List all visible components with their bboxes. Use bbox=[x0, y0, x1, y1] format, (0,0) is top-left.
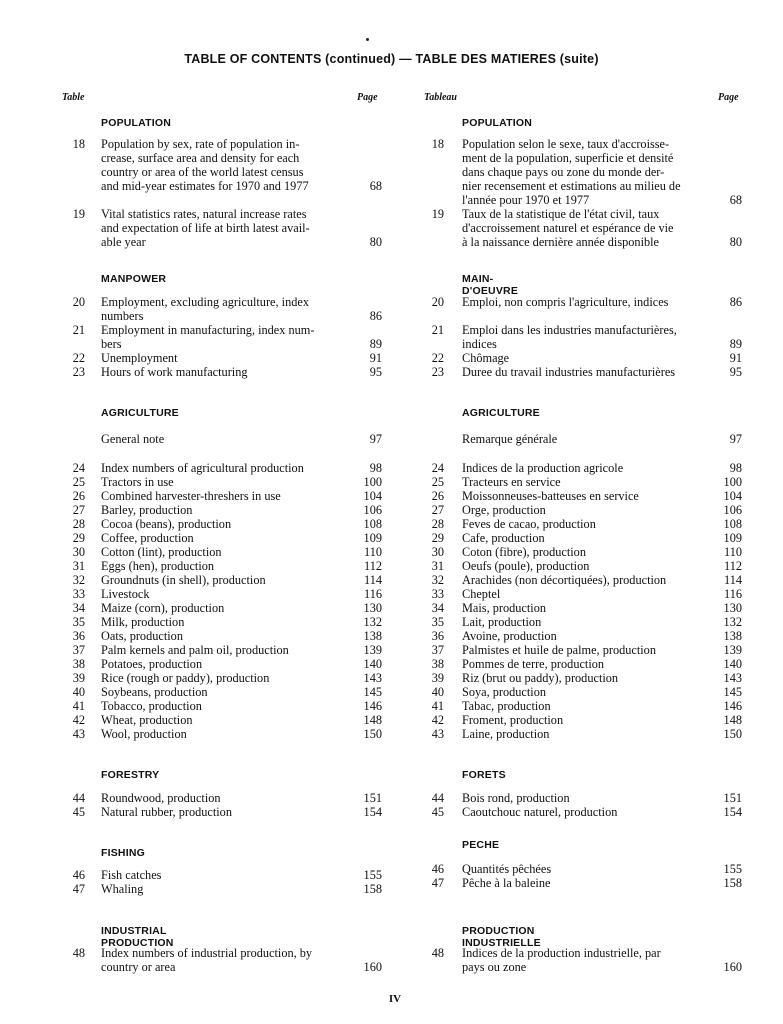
entry-title-line: d'accroissement naturel et espérance de vie bbox=[462, 221, 674, 235]
table-number: 38 bbox=[431, 657, 444, 671]
page-reference: 109 bbox=[723, 531, 742, 545]
page-reference: 155 bbox=[723, 862, 742, 876]
section-heading: POPULATION bbox=[462, 117, 533, 129]
section-heading: PRODUCTION INDUSTRIELLE bbox=[462, 925, 541, 949]
entry-title-line: Rice (rough or paddy), production bbox=[101, 671, 270, 685]
page-reference: 106 bbox=[363, 503, 382, 517]
table-number: 23 bbox=[72, 365, 85, 379]
entry-title-line: numbers bbox=[101, 309, 144, 323]
page-reference: 80 bbox=[729, 235, 742, 249]
page-reference: 112 bbox=[364, 559, 382, 573]
entry-title-line: Index numbers of agricultural production bbox=[101, 461, 304, 475]
page-reference: 109 bbox=[363, 531, 382, 545]
table-number: 26 bbox=[72, 489, 85, 503]
page-reference: 154 bbox=[723, 805, 742, 819]
page-reference: 148 bbox=[363, 713, 382, 727]
page-reference: 98 bbox=[729, 461, 742, 475]
table-number: 24 bbox=[431, 461, 444, 475]
page-reference: 112 bbox=[724, 559, 742, 573]
table-number: 21 bbox=[431, 323, 444, 337]
page-reference: 68 bbox=[729, 193, 742, 207]
page-reference: 106 bbox=[723, 503, 742, 517]
page-reference: 104 bbox=[723, 489, 742, 503]
entry-title-line: Wheat, production bbox=[101, 713, 193, 727]
entry-title-line: Palmistes et huile de palme, production bbox=[462, 643, 656, 657]
table-number: 32 bbox=[72, 573, 85, 587]
table-number: 38 bbox=[72, 657, 85, 671]
section-heading: POPULATION bbox=[101, 117, 172, 129]
section-heading: AGRICULTURE bbox=[101, 407, 179, 419]
entry-title-line: Tobacco, production bbox=[101, 699, 202, 713]
entry-title-line: country or area bbox=[101, 960, 176, 974]
entry-title-line: Employment in manufacturing, index num- bbox=[101, 323, 315, 337]
table-number: 21 bbox=[72, 323, 85, 337]
page-reference: 150 bbox=[363, 727, 382, 741]
table-number: 18 bbox=[72, 137, 85, 151]
table-number: 20 bbox=[431, 295, 444, 309]
entry-title-line: Chômage bbox=[462, 351, 510, 365]
page-reference: 108 bbox=[723, 517, 742, 531]
section-heading: PECHE bbox=[462, 839, 500, 851]
entry-title-line: ment de la population, superficie et densité bbox=[462, 151, 674, 165]
table-number: 35 bbox=[72, 615, 85, 629]
section-heading: MANPOWER bbox=[101, 273, 167, 285]
page-reference: 130 bbox=[723, 601, 742, 615]
entry-title-line: Moissonneuses-batteuses en service bbox=[462, 489, 639, 503]
page-reference: 95 bbox=[729, 365, 742, 379]
entry-title-line: and mid-year estimates for 1970 and 1977 bbox=[101, 179, 309, 193]
page-reference: 104 bbox=[363, 489, 382, 503]
entry-title-line: Palm kernels and palm oil, production bbox=[101, 643, 289, 657]
entry-title-line: Emploi dans les industries manufacturières, bbox=[462, 323, 677, 337]
table-number: 42 bbox=[431, 713, 444, 727]
page-reference: 150 bbox=[723, 727, 742, 741]
table-number: 33 bbox=[72, 587, 85, 601]
table-number: 48 bbox=[72, 946, 85, 960]
section-heading: FORESTRY bbox=[101, 769, 160, 781]
entry-title-line: Tracteurs en service bbox=[462, 475, 561, 489]
page-reference: 98 bbox=[369, 461, 382, 475]
table-number: 19 bbox=[431, 207, 444, 221]
page-reference: 80 bbox=[369, 235, 382, 249]
entry-title-line: indices bbox=[462, 337, 497, 351]
entry-title-line: Soybeans, production bbox=[101, 685, 208, 699]
entry-title-line: Milk, production bbox=[101, 615, 185, 629]
entry-title-line: Indices de la production agricole bbox=[462, 461, 624, 475]
table-number: 40 bbox=[72, 685, 85, 699]
entry-title-line: Roundwood, production bbox=[101, 791, 221, 805]
page-reference: 139 bbox=[723, 643, 742, 657]
table-number: 36 bbox=[72, 629, 85, 643]
entry-title-line: Hours of work manufacturing bbox=[101, 365, 248, 379]
table-number: 43 bbox=[431, 727, 444, 741]
right-page-header: Page bbox=[718, 92, 739, 103]
page-reference: 151 bbox=[723, 791, 742, 805]
table-number: 44 bbox=[72, 791, 85, 805]
page-reference: 114 bbox=[364, 573, 382, 587]
page-reference: 130 bbox=[363, 601, 382, 615]
entry-title-line: Unemployment bbox=[101, 351, 178, 365]
entry-title-line: nier recensement et estimations au milieu de bbox=[462, 179, 681, 193]
table-number: 35 bbox=[431, 615, 444, 629]
page-reference: 86 bbox=[729, 295, 742, 309]
page-reference: 155 bbox=[363, 868, 382, 882]
page-reference: 114 bbox=[724, 573, 742, 587]
entry-title-line: Cafe, production bbox=[462, 531, 545, 545]
entry-title-line: Froment, production bbox=[462, 713, 564, 727]
entry-title-line: Potatoes, production bbox=[101, 657, 203, 671]
entry-title-line: Emploi, non compris l'agriculture, indices bbox=[462, 295, 669, 309]
table-number: 18 bbox=[431, 137, 444, 151]
entry-title-line: Cheptel bbox=[462, 587, 501, 601]
page-reference: 116 bbox=[364, 587, 382, 601]
entry-title-line: Eggs (hen), production bbox=[101, 559, 215, 573]
entry-title-line: Remarque générale bbox=[462, 432, 558, 446]
entry-title-line: Taux de la statistique de l'état civil, taux bbox=[462, 207, 660, 221]
table-number: 46 bbox=[431, 862, 444, 876]
page-reference: 89 bbox=[729, 337, 742, 351]
entry-title-line: Laine, production bbox=[462, 727, 550, 741]
entry-title-line: Tractors in use bbox=[101, 475, 174, 489]
entry-title-line: Oats, production bbox=[101, 629, 183, 643]
page-reference: 91 bbox=[729, 351, 742, 365]
page-reference: 145 bbox=[363, 685, 382, 699]
left-page-header: Page bbox=[357, 92, 378, 103]
table-number: 28 bbox=[72, 517, 85, 531]
entry-title-line: Cotton (lint), production bbox=[101, 545, 222, 559]
entry-title-line: Duree du travail industries manufacturières bbox=[462, 365, 676, 379]
entry-title-line: à la naissance dernière année disponible bbox=[462, 235, 660, 249]
table-number: 36 bbox=[431, 629, 444, 643]
entry-title-line: Employment, excluding agriculture, index bbox=[101, 295, 309, 309]
entry-title-line: Caoutchouc naturel, production bbox=[462, 805, 618, 819]
page-reference: 110 bbox=[364, 545, 382, 559]
entry-title-line: crease, surface area and density for each bbox=[101, 151, 300, 165]
table-number: 41 bbox=[72, 699, 85, 713]
page-reference: 160 bbox=[723, 960, 742, 974]
table-number: 30 bbox=[431, 545, 444, 559]
entry-title-line: Oeufs (poule), production bbox=[462, 559, 590, 573]
table-number: 37 bbox=[72, 643, 85, 657]
entry-title-line: Natural rubber, production bbox=[101, 805, 232, 819]
table-number: 22 bbox=[431, 351, 444, 365]
table-number: 31 bbox=[72, 559, 85, 573]
entry-title-line: Vital statistics rates, natural increase rates bbox=[101, 207, 307, 221]
table-number: 44 bbox=[431, 791, 444, 805]
entry-title-line: Lait, production bbox=[462, 615, 542, 629]
table-number: 47 bbox=[431, 876, 444, 890]
page-number: IV bbox=[388, 993, 402, 1005]
page-reference: 97 bbox=[729, 432, 742, 446]
page-reference: 139 bbox=[363, 643, 382, 657]
page-reference: 91 bbox=[369, 351, 382, 365]
table-number: 47 bbox=[72, 882, 85, 896]
entry-title-line: Pêche à la baleine bbox=[462, 876, 551, 890]
table-number: 40 bbox=[431, 685, 444, 699]
entry-title-line: country or area of the world latest census bbox=[101, 165, 304, 179]
page-reference: 110 bbox=[724, 545, 742, 559]
entry-title-line: Mais, production bbox=[462, 601, 547, 615]
table-number: 20 bbox=[72, 295, 85, 309]
entry-title-line: Livestock bbox=[101, 587, 150, 601]
entry-title-line: Combined harvester-threshers in use bbox=[101, 489, 281, 503]
table-number: 19 bbox=[72, 207, 85, 221]
entry-title-line: Fish catches bbox=[101, 868, 162, 882]
page-reference: 151 bbox=[363, 791, 382, 805]
entry-title-line: Bois rond, production bbox=[462, 791, 570, 805]
table-number: 22 bbox=[72, 351, 85, 365]
left-table-header: Table bbox=[62, 92, 85, 103]
page-reference: 160 bbox=[363, 960, 382, 974]
table-number: 34 bbox=[72, 601, 85, 615]
entry-title-line: Population selon le sexe, taux d'accroisse- bbox=[462, 137, 670, 151]
page-reference: 146 bbox=[363, 699, 382, 713]
page-reference: 145 bbox=[723, 685, 742, 699]
entry-title-line: Soya, production bbox=[462, 685, 547, 699]
table-number: 39 bbox=[431, 671, 444, 685]
page-title: TABLE OF CONTENTS (continued) — TABLE DES MATIERES (suite) bbox=[184, 52, 599, 66]
table-number: 27 bbox=[431, 503, 444, 517]
page-reference: 140 bbox=[363, 657, 382, 671]
page-reference: 143 bbox=[363, 671, 382, 685]
table-number: 23 bbox=[431, 365, 444, 379]
entry-title-line: Barley, production bbox=[101, 503, 193, 517]
table-number: 32 bbox=[431, 573, 444, 587]
table-number: 43 bbox=[72, 727, 85, 741]
table-number: 31 bbox=[431, 559, 444, 573]
entry-title-line: Groundnuts (in shell), production bbox=[101, 573, 266, 587]
table-number: 48 bbox=[431, 946, 444, 960]
table-number: 46 bbox=[72, 868, 85, 882]
entry-title-line: and expectation of life at birth latest avail- bbox=[101, 221, 310, 235]
table-number: 30 bbox=[72, 545, 85, 559]
entry-title-line: Coton (fibre), production bbox=[462, 545, 586, 559]
table-number: 37 bbox=[431, 643, 444, 657]
entry-title-line: Feves de cacao, production bbox=[462, 517, 596, 531]
table-number: 26 bbox=[431, 489, 444, 503]
right-table-header: Tableau bbox=[424, 92, 457, 103]
table-number: 25 bbox=[431, 475, 444, 489]
entry-title-line: pays ou zone bbox=[462, 960, 527, 974]
table-number: 42 bbox=[72, 713, 85, 727]
page-reference: 158 bbox=[723, 876, 742, 890]
entry-title-line: Riz (brut ou paddy), production bbox=[462, 671, 619, 685]
page-reference: 143 bbox=[723, 671, 742, 685]
entry-title-line: Coffee, production bbox=[101, 531, 194, 545]
entry-title-line: Arachides (non décortiquées), production bbox=[462, 573, 667, 587]
entry-title-line: dans chaque pays ou zone du monde der- bbox=[462, 165, 665, 179]
entry-title-line: Pommes de terre, production bbox=[462, 657, 605, 671]
section-heading: FORETS bbox=[462, 769, 506, 781]
table-number: 39 bbox=[72, 671, 85, 685]
table-number: 28 bbox=[431, 517, 444, 531]
page-reference: 97 bbox=[369, 432, 382, 446]
page-reference: 100 bbox=[723, 475, 742, 489]
page-reference: 148 bbox=[723, 713, 742, 727]
page-reference: 132 bbox=[363, 615, 382, 629]
table-number: 27 bbox=[72, 503, 85, 517]
section-heading: MAIN-D'OEUVRE bbox=[462, 273, 519, 297]
table-number: 29 bbox=[72, 531, 85, 545]
section-heading: FISHING bbox=[101, 847, 145, 859]
entry-title-line: Orge, production bbox=[462, 503, 546, 517]
entry-title-line: Population by sex, rate of population in- bbox=[101, 137, 300, 151]
page-reference: 158 bbox=[363, 882, 382, 896]
entry-title-line: able year bbox=[101, 235, 146, 249]
table-number: 25 bbox=[72, 475, 85, 489]
page-reference: 86 bbox=[369, 309, 382, 323]
table-number: 45 bbox=[431, 805, 444, 819]
page-reference: 108 bbox=[363, 517, 382, 531]
page-reference: 132 bbox=[723, 615, 742, 629]
entry-title-line: General note bbox=[101, 432, 165, 446]
section-heading: INDUSTRIAL PRODUCTION bbox=[101, 925, 174, 949]
entry-title-line: Index numbers of industrial production, by bbox=[101, 946, 313, 960]
page-reference: 89 bbox=[369, 337, 382, 351]
table-number: 33 bbox=[431, 587, 444, 601]
entry-title-line: l'année pour 1970 et 1977 bbox=[462, 193, 590, 207]
entry-title-line: Wool, production bbox=[101, 727, 187, 741]
page-reference: 138 bbox=[363, 629, 382, 643]
table-number: 29 bbox=[431, 531, 444, 545]
table-number: 34 bbox=[431, 601, 444, 615]
entry-title-line: Tabac, production bbox=[462, 699, 551, 713]
table-number: 41 bbox=[431, 699, 444, 713]
table-number: 45 bbox=[72, 805, 85, 819]
page-reference: 146 bbox=[723, 699, 742, 713]
page-reference: 100 bbox=[363, 475, 382, 489]
page-reference: 138 bbox=[723, 629, 742, 643]
stray-mark bbox=[366, 38, 369, 41]
entry-title-line: Indices de la production industrielle, par bbox=[462, 946, 661, 960]
page-reference: 68 bbox=[369, 179, 382, 193]
entry-title-line: bers bbox=[101, 337, 122, 351]
entry-title-line: Cocoa (beans), production bbox=[101, 517, 232, 531]
page-reference: 154 bbox=[363, 805, 382, 819]
entry-title-line: Maize (corn), production bbox=[101, 601, 225, 615]
entry-title-line: Avoine, production bbox=[462, 629, 557, 643]
section-heading: AGRICULTURE bbox=[462, 407, 540, 419]
page-reference: 95 bbox=[369, 365, 382, 379]
table-number: 24 bbox=[72, 461, 85, 475]
entry-title-line: Quantités pêchées bbox=[462, 862, 552, 876]
entry-title-line: Whaling bbox=[101, 882, 144, 896]
page-reference: 116 bbox=[724, 587, 742, 601]
page-reference: 140 bbox=[723, 657, 742, 671]
